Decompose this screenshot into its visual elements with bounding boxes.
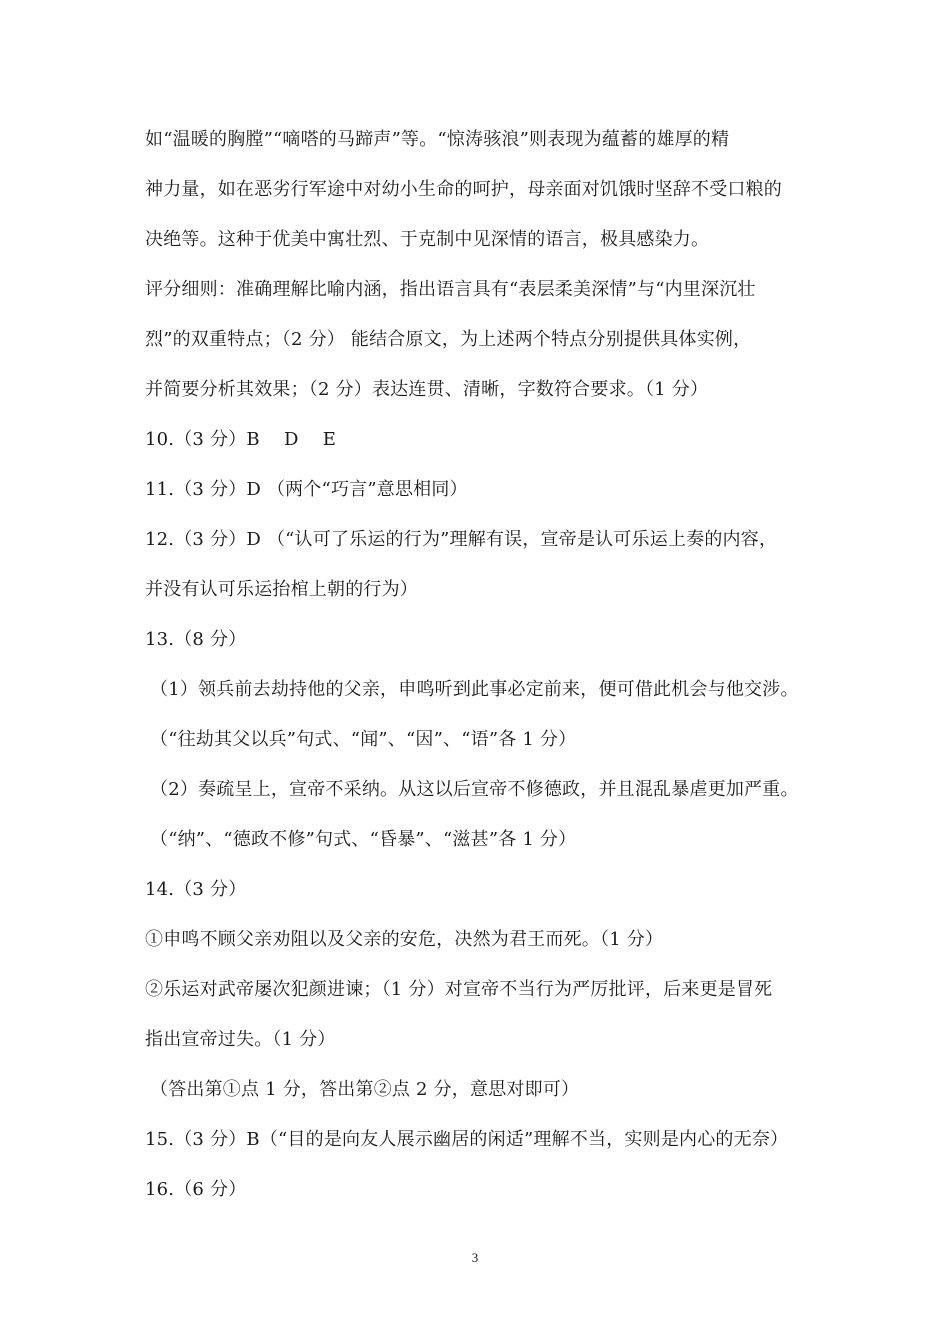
answer-13-part-1: （1）领兵前去劫持他的父亲，申鸣听到此事必定前来，便可借此机会与他交涉。 (150, 679, 799, 700)
answer-14-point-2: ②乐运对武帝屡次犯颜进谏；（1 分）对宣帝不当行为严厉批评，后来更是冒死 (145, 979, 773, 1000)
answer-12-cont: 并没有认可乐运抬棺上朝的行为） (145, 579, 418, 600)
scoring-rule-line: 评分细则：准确理解比喻内涵，指出语言具有“表层柔美深情”与“内里深沉壮 (145, 279, 756, 300)
answer-13-part-2-scoring: （“纳”、“德政不修”句式、“昏暴”、“滋甚”各 1 分） (150, 829, 577, 850)
answer-13-part-2: （2）奏疏呈上，宣帝不采纳。从这以后宣帝不修德政，并且混乱暴虐更加严重。 (150, 779, 799, 800)
answer-16: 16.（6 分） (145, 1179, 247, 1200)
answer-14-scoring: （答出第①点 1 分，答出第②点 2 分，意思对即可） (150, 1079, 580, 1100)
answer-11: 11.（3 分）D （两个“巧言”意思相同） (145, 479, 468, 500)
answer-12: 12.（3 分）D （“认可了乐运的行为”理解有误，宣帝是认可乐运上奏的内容， (145, 529, 778, 550)
scoring-rule-line: 并简要分析其效果；（2 分）表达连贯、清晰，字数符合要求。（1 分） (145, 379, 709, 400)
scoring-rule-line: 烈”的双重特点；（2 分） 能结合原文，为上述两个特点分别提供具体实例， (145, 329, 752, 350)
answer-10: 10.（3 分）B D E (145, 429, 337, 450)
page-number: 3 (471, 1250, 479, 1265)
answer-13: 13.（8 分） (145, 629, 247, 650)
text-line: 神力量，如在恶劣行军途中对幼小生命的呵护，母亲面对饥饿时坚辞不受口粮的 (145, 179, 782, 200)
answer-13-part-1-scoring: （“往劫其父以兵”句式、“闻”、“因”、“语”各 1 分） (150, 729, 577, 750)
text-line: 决绝等。这种于优美中寓壮烈、于克制中见深情的语言，极具感染力。 (145, 229, 710, 250)
answer-14-point-1: ①申鸣不顾父亲劝阻以及父亲的安危，决然为君王而死。（1 分） (145, 929, 664, 950)
answer-14-point-2-cont: 指出宣帝过失。（1 分） (145, 1029, 336, 1050)
answer-14: 14.（3 分） (145, 879, 247, 900)
answer-15: 15.（3 分）B（“目的是向友人展示幽居的闲适”理解不当，实则是内心的无奈） (145, 1129, 789, 1150)
text-line: 如“温暖的胸膛”“嘀嗒的马蹄声”等。“惊涛骇浪”则表现为蕴蓄的雄厚的精 (145, 129, 730, 150)
